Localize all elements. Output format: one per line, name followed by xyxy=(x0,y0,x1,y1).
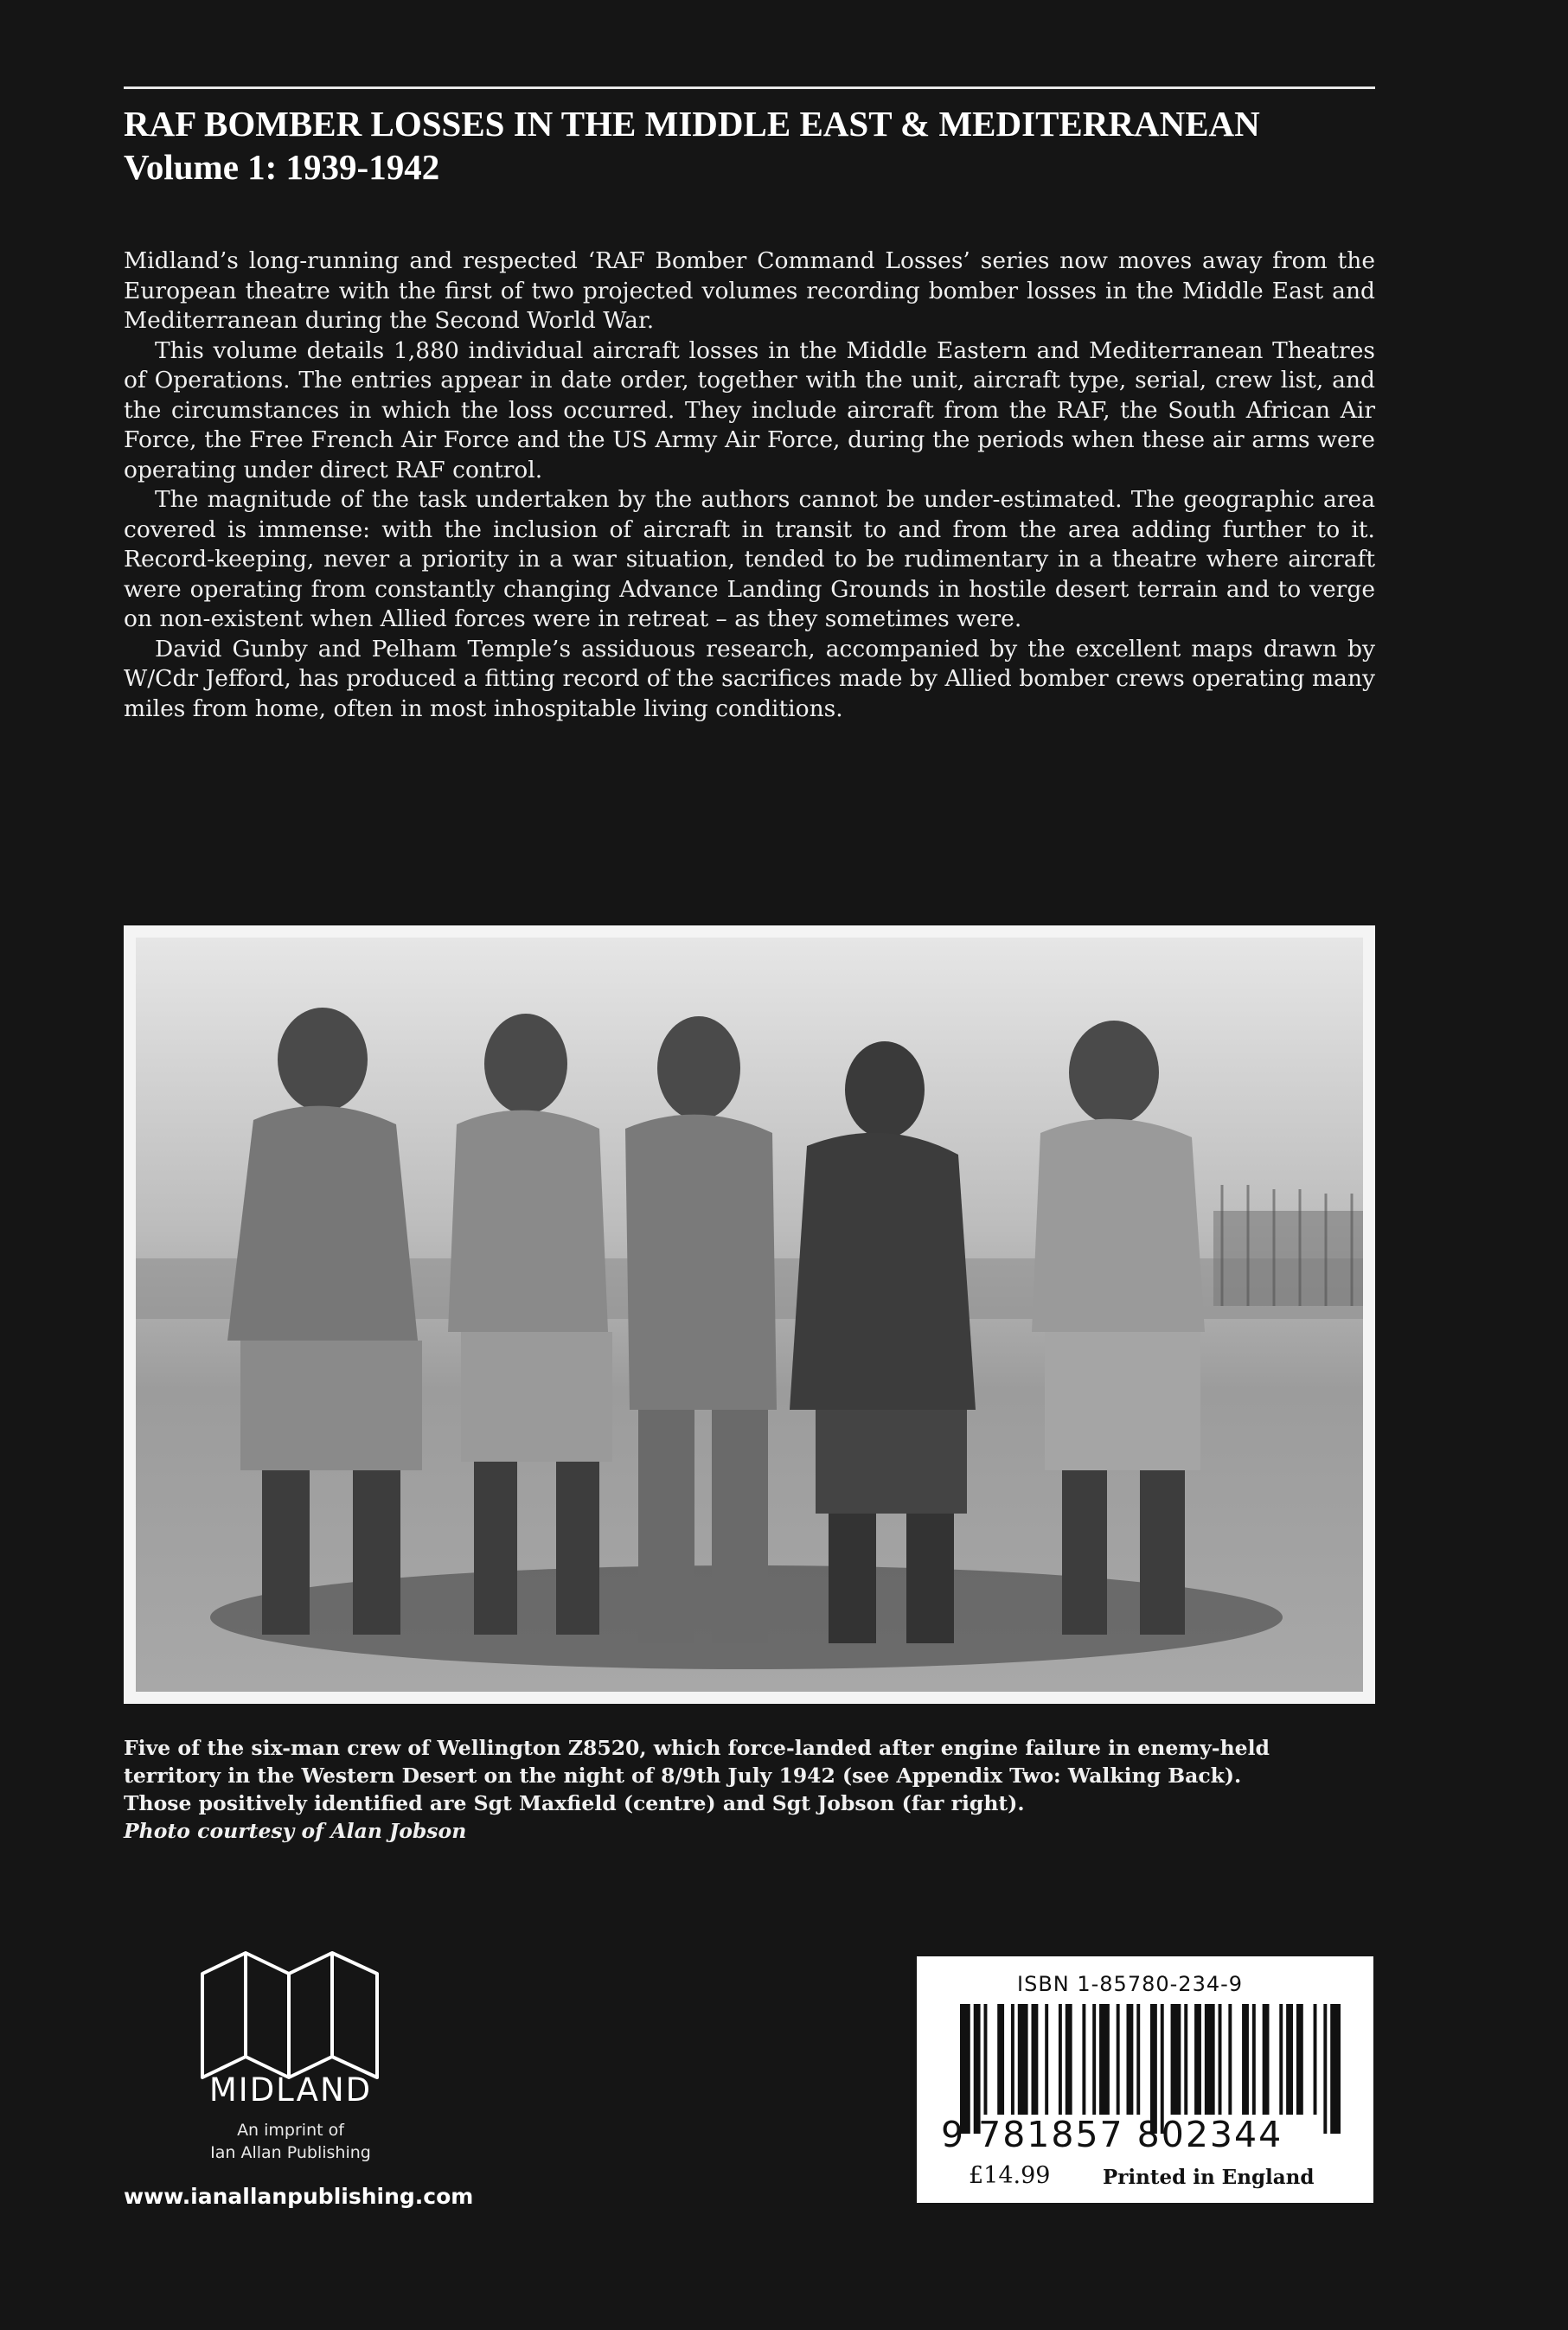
barcode-bar xyxy=(1092,2004,1096,2115)
barcode-bar xyxy=(1127,2004,1134,2115)
barcode-bar xyxy=(1242,2004,1249,2115)
barcode-bar xyxy=(1032,2004,1039,2115)
barcode-bar xyxy=(997,2004,1004,2115)
barcode-bar xyxy=(1011,2004,1014,2115)
photo-caption xyxy=(124,1734,1386,1845)
isbn-label: ISBN 1-85780-234-9 xyxy=(1017,1972,1244,1996)
caption-line-3: Those positively identified are Sgt Maxfield (centre) and Sgt Jobson (far right). xyxy=(124,1791,1025,1815)
blurb-paragraph-4: David Gunby and Pelham Temple’s assiduous research, accompanied by the excellent maps drawn by W/Cdr Jefford, has produced a fitting record of the sacrifices made by Allied bomber crews operating many miles from home, often in most inhospitable living conditions. xyxy=(124,635,1375,722)
barcode-bar xyxy=(1082,2004,1085,2115)
crew-photo xyxy=(124,925,1375,1704)
barcode-panel xyxy=(917,1956,1373,2203)
barcode-bar xyxy=(1117,2004,1120,2115)
barcode-bar xyxy=(1171,2004,1181,2115)
barcode-bar xyxy=(1314,2004,1317,2115)
blurb-paragraph-2: This volume details 1,880 individual aircraft losses in the Middle Eastern and Mediterranean Theatres of Operations. The entries appear in date order, together with the unit, aircraft type, serial, crew list, and the circumstances in which the loss occurred. They include aircraft from the RAF, the South African Air Force, the Free French Air Force and the US Army Air Force, during the periods when these air arms were operating under direct RAF control. xyxy=(124,336,1375,483)
imprint-line-1: An imprint of xyxy=(237,2121,344,2140)
caption-line-1: Five of the six-man crew of Wellington Z8520, which force-landed after engine failure in enemy-held xyxy=(124,1736,1270,1760)
folded-map-icon xyxy=(195,1948,386,2086)
barcode-bar xyxy=(1205,2004,1215,2115)
barcode-bar xyxy=(1066,2004,1072,2115)
crew-photo-image xyxy=(124,925,1375,1704)
publisher-brand: MIDLAND xyxy=(208,2071,373,2109)
caption-line-2: territory in the Western Desert on the night of 8/9th July 1942 (see Appendix Two: Walking Back). xyxy=(124,1764,1242,1788)
barcode-digits: 9 781857 802344 xyxy=(941,2114,1283,2155)
title-line-1: RAF BOMBER LOSSES IN THE MIDDLE EAST & MEDITERRANEAN xyxy=(124,104,1260,144)
photo-credit: Photo courtesy of Alan Jobson xyxy=(124,1819,467,1843)
barcode-bar xyxy=(1228,2004,1232,2115)
barcode-bar xyxy=(1286,2004,1293,2115)
title-line-2: Volume 1: 1939-1942 xyxy=(124,147,440,187)
barcode-bar xyxy=(1194,2004,1201,2115)
barcode-bar xyxy=(1136,2004,1140,2115)
barcode-bar xyxy=(1296,2004,1303,2115)
barcode-bar xyxy=(1263,2004,1270,2115)
printed-in-label: Printed in England xyxy=(1103,2166,1315,2189)
barcode-bar xyxy=(1045,2004,1048,2115)
title-rule xyxy=(124,86,1375,89)
barcode-bar xyxy=(984,2004,988,2115)
barcode-bar xyxy=(1279,2004,1283,2115)
price-label: £14.99 xyxy=(969,2162,1051,2189)
barcode-bar xyxy=(1018,2004,1028,2115)
barcode-bar xyxy=(1099,2004,1110,2115)
book-title xyxy=(124,102,1386,189)
blurb-paragraph-3: The magnitude of the task undertaken by the authors cannot be under-estimated. The geographic area covered is immense: with the inclusion of aircraft in transit to and from the area adding further to it. Record-keeping, never a priority in a war situation, tended to be rudimentary in a theatre where aircraft were operating from constantly changing Advance Landing Grounds in hostile desert terrain and to verge on non-existent when Allied forces were in retreat – as they sometimes were. xyxy=(124,486,1375,632)
barcode-bar xyxy=(1252,2004,1256,2115)
blurb-text xyxy=(124,246,1375,724)
publisher-imprint xyxy=(156,2119,426,2164)
blurb-paragraph-1: Midland’s long-running and respected ‘RAF Bomber Command Losses’ series now moves away from the European theatre with the first of two projected volumes recording bomber losses in the Middle East and Mediterranean during the Second World War. xyxy=(124,247,1375,334)
barcode-bar xyxy=(1184,2004,1187,2115)
imprint-line-2: Ian Allan Publishing xyxy=(210,2143,371,2162)
barcode-bar xyxy=(1219,2004,1222,2115)
publisher-website[interactable]: www.ianallanpublishing.com xyxy=(124,2184,474,2209)
barcode-bar xyxy=(1059,2004,1062,2115)
